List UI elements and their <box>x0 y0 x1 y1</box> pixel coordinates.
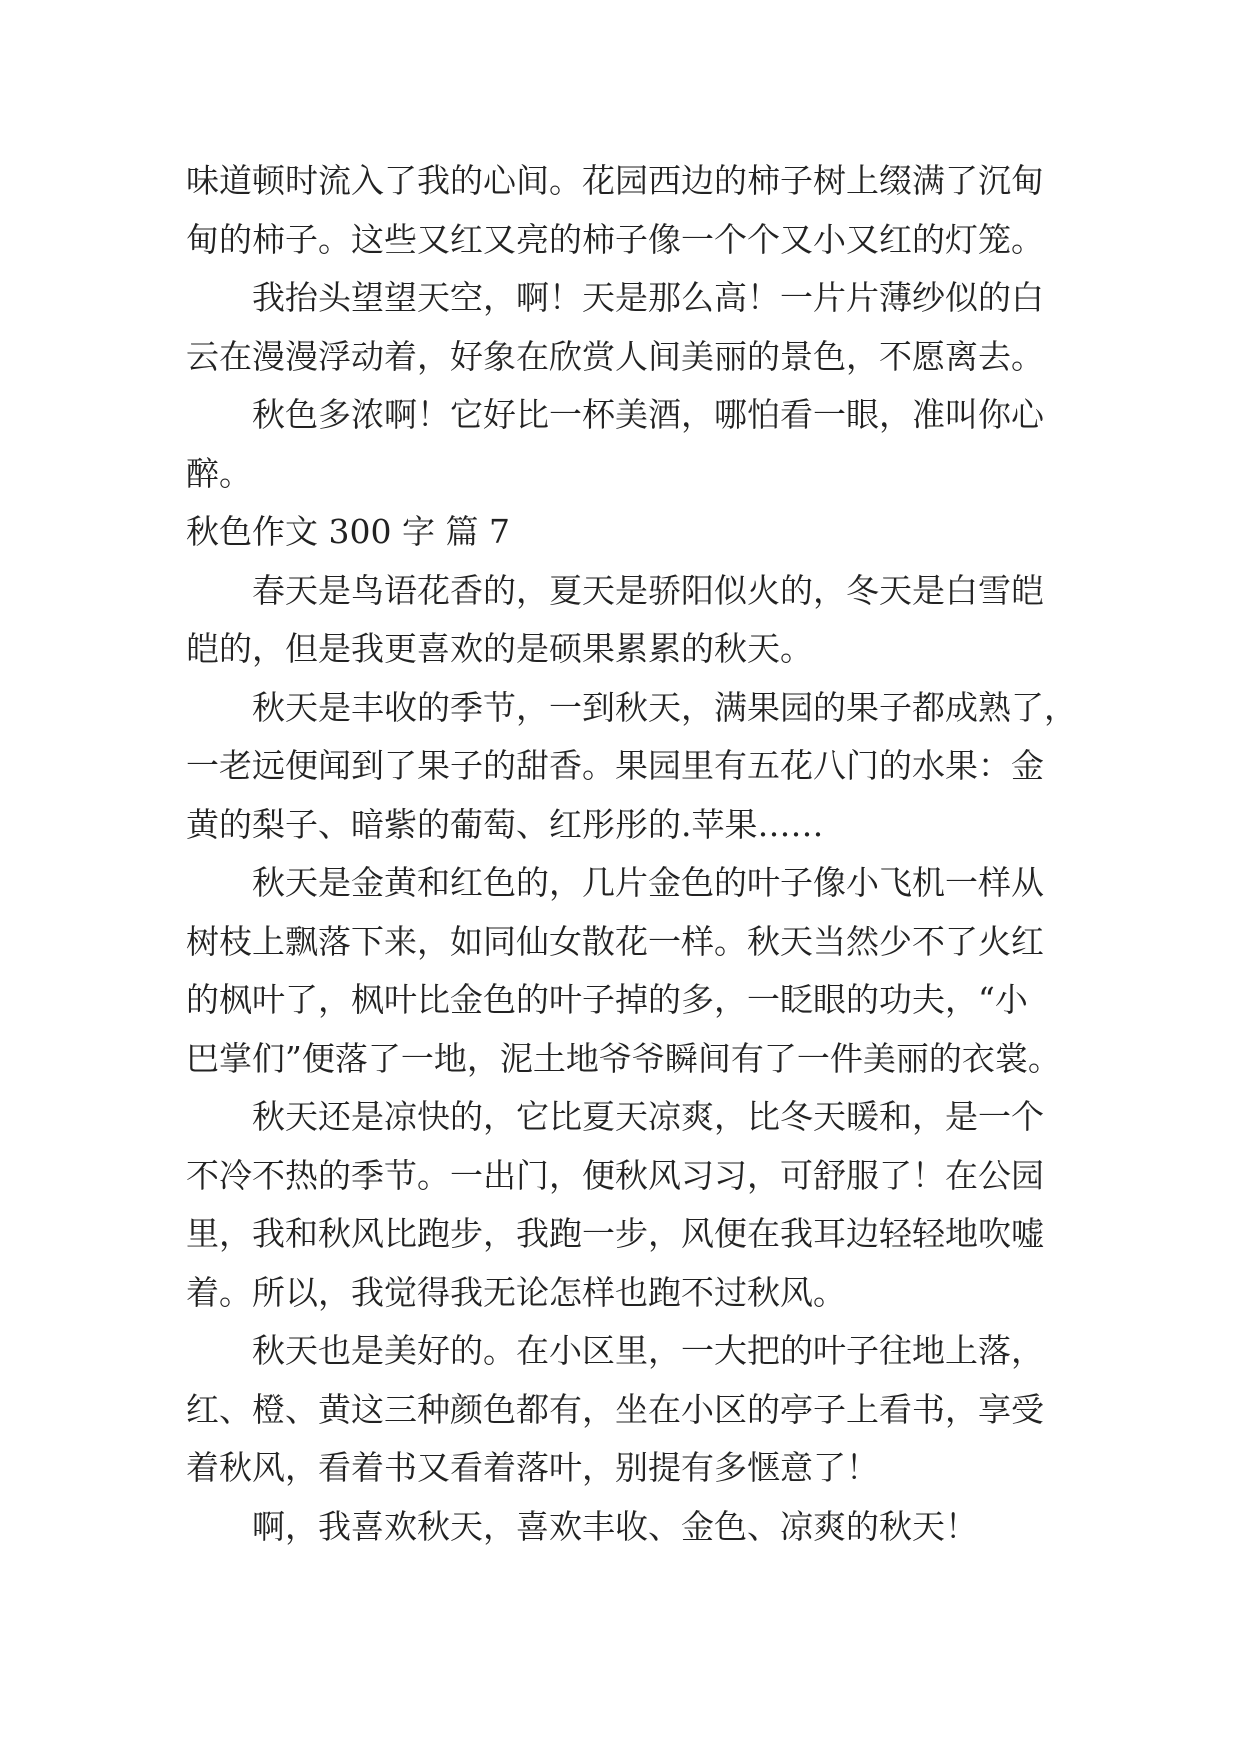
text-line: 的枫叶了，枫叶比金色的叶子掉的多，一眨眼的功夫，“小 <box>186 980 1028 1019</box>
text-line: 醉。 <box>186 453 252 493</box>
text-line: 黄的梨子、暗紫的葡萄、红彤彤的.苹果…… <box>186 804 824 844</box>
text-line: 着秋风，看着书又看着落叶，别提有多惬意了！ <box>186 1448 879 1487</box>
text-line: 着。所以，我觉得我无论怎样也跑不过秋风。 <box>186 1272 846 1312</box>
text-line: 不冷不热的季节。一出门，便秋风习习，可舒服了！在公园 <box>186 1155 1044 1195</box>
section-heading: 秋色作文 300 字 篇 7 <box>186 512 510 551</box>
paragraph-start-line: 我抬头望望天空，啊！天是那么高！一片片薄纱似的白 <box>252 278 1044 317</box>
paragraph-start-line: 春天是鸟语花香的，夏天是骄阳似火的，冬天是白雪皑 <box>252 570 1044 610</box>
text-line: 皑的，但是我更喜欢的是硕果累累的秋天。 <box>186 629 813 668</box>
text-line: 里，我和秋风比跑步，我跑一步，风便在我耳边轻轻地吹嘘 <box>186 1214 1044 1253</box>
text-line: 云在漫漫浮动着，好象在欣赏人间美丽的景色，不愿离去。 <box>186 336 1044 376</box>
paragraph-start-line: 秋天还是凉快的，它比夏天凉爽，比冬天暖和，是一个 <box>252 1097 1044 1136</box>
text-line: 一老远便闻到了果子的甜香。果园里有五花八门的水果：金 <box>186 746 1044 785</box>
text-line: 味道顿时流入了我的心间。花园西边的柿子树上缀满了沉甸 <box>186 161 1044 200</box>
paragraph-start-line: 秋天是金黄和红色的，几片金色的叶子像小飞机一样从 <box>252 863 1044 902</box>
text-line: 甸的柿子。这些又红又亮的柿子像一个个又小又红的灯笼。 <box>186 219 1044 259</box>
paragraph-start-line: 啊，我喜欢秋天，喜欢丰收、金色、凉爽的秋天！ <box>252 1506 978 1546</box>
paragraph-start-line: 秋色多浓啊！它好比一杯美酒，哪怕看一眼，准叫你心 <box>252 395 1044 434</box>
text-line: 红、橙、黄这三种颜色都有，坐在小区的亭子上看书，享受 <box>186 1389 1044 1429</box>
document-body <box>186 152 1077 1556</box>
paragraph-start-line: 秋天也是美好的。在小区里，一大把的叶子往地上落， <box>252 1331 1044 1370</box>
text-line: 树枝上飘落下来，如同仙女散花一样。秋天当然少不了火红 <box>186 921 1044 961</box>
paragraph-start-line: 秋天是丰收的季节，一到秋天，满果园的果子都成熟了， <box>252 687 1077 727</box>
text-line: 巴掌们”便落了一地，泥土地爷爷瞬间有了一件美丽的衣裳。 <box>186 1038 1061 1078</box>
